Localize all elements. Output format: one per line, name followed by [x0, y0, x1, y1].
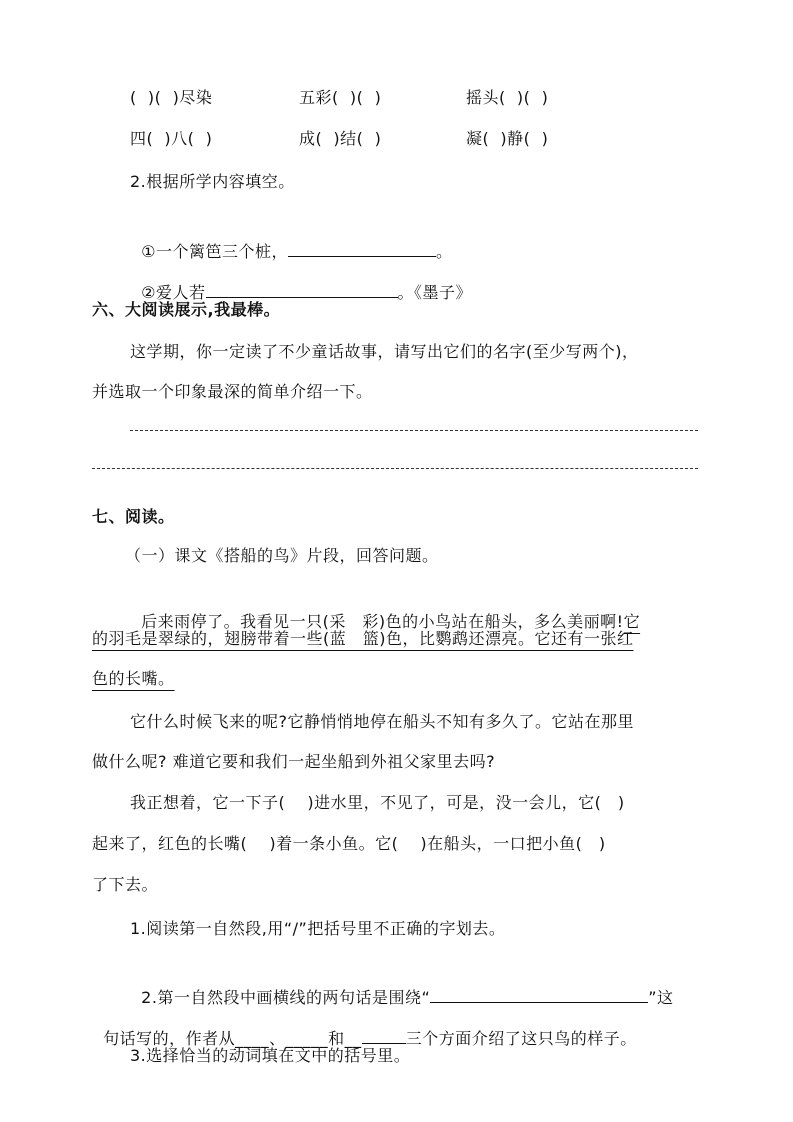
passage-p1-text: 后来雨停了。我看见一只(采 彩)色的小鸟站在船头，多么美丽啊! [141, 612, 624, 631]
underlined-sentence-start: 它 [623, 612, 641, 631]
section-6-text-2: 并选取一个印象最深的简单介绍一下。 [92, 382, 373, 401]
section-6-text-1: 这学期，你一定读了不少童话故事，请写出它们的名字(至少写两个)， [130, 342, 639, 361]
section-6-title: 六、大阅读展示,我最棒。 [92, 300, 281, 319]
question-2-aspect-blank[interactable] [362, 1025, 406, 1044]
question-2-text-end: ”这 [648, 988, 674, 1007]
passage-p2-line-2: 做什么呢? 难道它要和我们一起坐船到外祖父家里去吗? [92, 752, 496, 771]
section-7-subtitle: （一）课文《搭船的鸟》片段，回答问题。 [125, 546, 439, 565]
underlined-sentence-line-2: 的羽毛是翠绿的，翅膀带着一些(蓝 篮)色，比鹦鹉还漂亮。它还有一张红 [92, 629, 634, 648]
passage-p3-line-3: 了下去。 [92, 875, 159, 894]
question-2-aspects-end: 三个方面介绍了这只鸟的样子。 [405, 1029, 637, 1048]
fill-item-1-text: ①一个篱笆三个桩， [141, 242, 289, 261]
idiom-row-2 [130, 127, 630, 151]
idiom-blank-3: 摇头( )( ) [466, 88, 549, 107]
idiom-blank-6: 凝( )静( ) [466, 129, 549, 148]
question-2-text: 2.第一自然段中画横线的两句话是围绕“ [141, 988, 431, 1007]
passage-p3-line-2: 起来了，红色的长嘴( )着一条小鱼。它( )在船头，一口把小鱼( ) [92, 834, 606, 853]
idiom-blank-1: ( )( )尽染 [130, 88, 213, 107]
fill-item-2-source: 。《墨子》 [397, 283, 473, 302]
passage-p2-line-1: 它什么时候飞来的呢?它静悄悄地停在船头不知有多久了。它站在那里 [130, 712, 634, 731]
question-1: 1.阅读第一自然段,用“/”把括号里不正确的字划去。 [130, 919, 506, 938]
answer-line-1[interactable] [130, 430, 698, 431]
question-2-aspects-text: 句话写的，作者从____、_____和__ [103, 1029, 362, 1048]
idiom-blank-4: 四( )八( ) [130, 129, 213, 148]
question-3: 3.选择恰当的动词填在文中的括号里。 [130, 1046, 411, 1065]
section-7-title: 七、阅读。 [92, 507, 175, 526]
answer-line-2[interactable] [92, 468, 698, 469]
underlined-sentence-line-3: 色的长嘴。 [92, 669, 175, 688]
idiom-blank-2: 五彩( )( ) [299, 88, 382, 107]
fill-question: 2.根据所学内容填空。 [130, 172, 295, 191]
passage-p3-line-1: 我正想着，它一下子( )进水里，不见了，可是，没一会儿，它( ) [130, 793, 625, 812]
fill-blank-2[interactable] [206, 279, 398, 298]
idiom-row-1 [130, 86, 630, 110]
fill-item-1-end: 。 [436, 242, 453, 261]
fill-item-2-text: ②爱人若 [141, 283, 206, 302]
idiom-blank-5: 成( )结( ) [299, 129, 382, 148]
